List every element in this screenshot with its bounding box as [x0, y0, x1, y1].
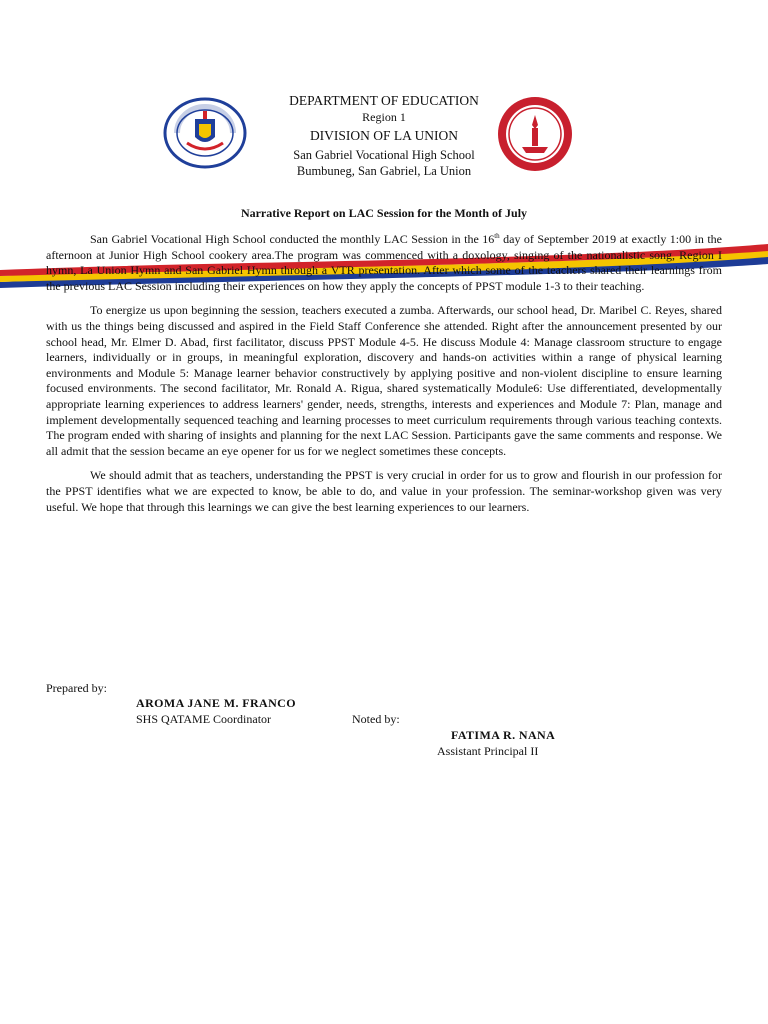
- paragraph-1-part-a: San Gabriel Vocational High School conducted the monthly LAC Session in the 16: [90, 232, 495, 246]
- school-address: Bumbuneg, San Gabriel, La Union: [296, 164, 472, 178]
- region-name: Region 1: [362, 110, 406, 124]
- letterhead: [250, 93, 518, 179]
- paragraph-1-part-b: day of September 2019 at exactly 1:00 in the afternoon at Junior High School cookery area.The program was commenced with a doxology, singing of the nationalistic song, Region I hymn, La Union Hymn and San Gabriel Hymn through a VTR presentation. After which some of the teachers shared their learnings from the previous LAC Session including their experiences on how they apply the concepts of PPST module 1-3 to their teaching.: [46, 232, 722, 293]
- preparer-name: AROMA JANE M. FRANCO: [136, 696, 296, 710]
- report-body: [46, 232, 722, 524]
- ordinal-suffix: th: [494, 232, 500, 240]
- prepared-by-label: Prepared by:: [46, 681, 107, 695]
- preparer-title: SHS QATAME Coordinator: [136, 712, 272, 726]
- school-name: San Gabriel Vocational High School: [293, 148, 475, 162]
- paragraph-1: [46, 232, 722, 294]
- noted-by-label: Noted by:: [352, 712, 400, 726]
- department-name: DEPARTMENT OF EDUCATION: [289, 93, 479, 108]
- paragraph-2: To energize us upon beginning the session, teachers executed a zumba. Afterwards, our school head, Dr. Maribel C. Reyes, shared with us the things being discussed and aspired in the Field Staff Conference she attended. Right after the announcement presented by our school head, Mr. Elmer D. Abad, first facilitator, discuss PPST Module 4-5. He discuss Module 4: Manage classroom structure to engage learners, individually or in groups, in meaningful exploration, discovery and hands-on activities within a range of physical learning environments and Module 5: Manage learner behavior constructively by applying positive and non-violent discipline to ensure learning focused environments. The second facilitator, Mr. Ronald A. Rigua, shared systematically Module6: Use differentiated, developmentally appropriate learning experiences to address learners' gender, needs, strengths, interests and experiences and Module 7: Plan, manage and implement developmentally sequenced teaching and learning processes to meet curriculum requirements through various teaching contexts. The program ended with sharing of insights and planning for the next LAC Session. Participants gave the same comments and response. We all admit that the session became an eye opener for us for we neglect sometimes these concepts.: [46, 303, 722, 458]
- report-title: Narrative Report on LAC Session for the Month of July: [240, 206, 528, 220]
- noter-name: FATIMA R. NANA: [451, 728, 556, 742]
- paragraph-3: We should admit that as teachers, understanding the PPST is very crucial in order for us to grow and flourish in our profession for the PPST identifies what we are expected to know, be able to do, and value in your profession. The seminar-workshop given was very useful. We hope that through this learnings we can give the best learning experiences to our learners.: [46, 468, 722, 514]
- deped-seal-logo: [163, 97, 247, 169]
- noter-title: Assistant Principal II: [437, 744, 539, 758]
- division-name: DIVISION OF LA UNION: [309, 128, 459, 143]
